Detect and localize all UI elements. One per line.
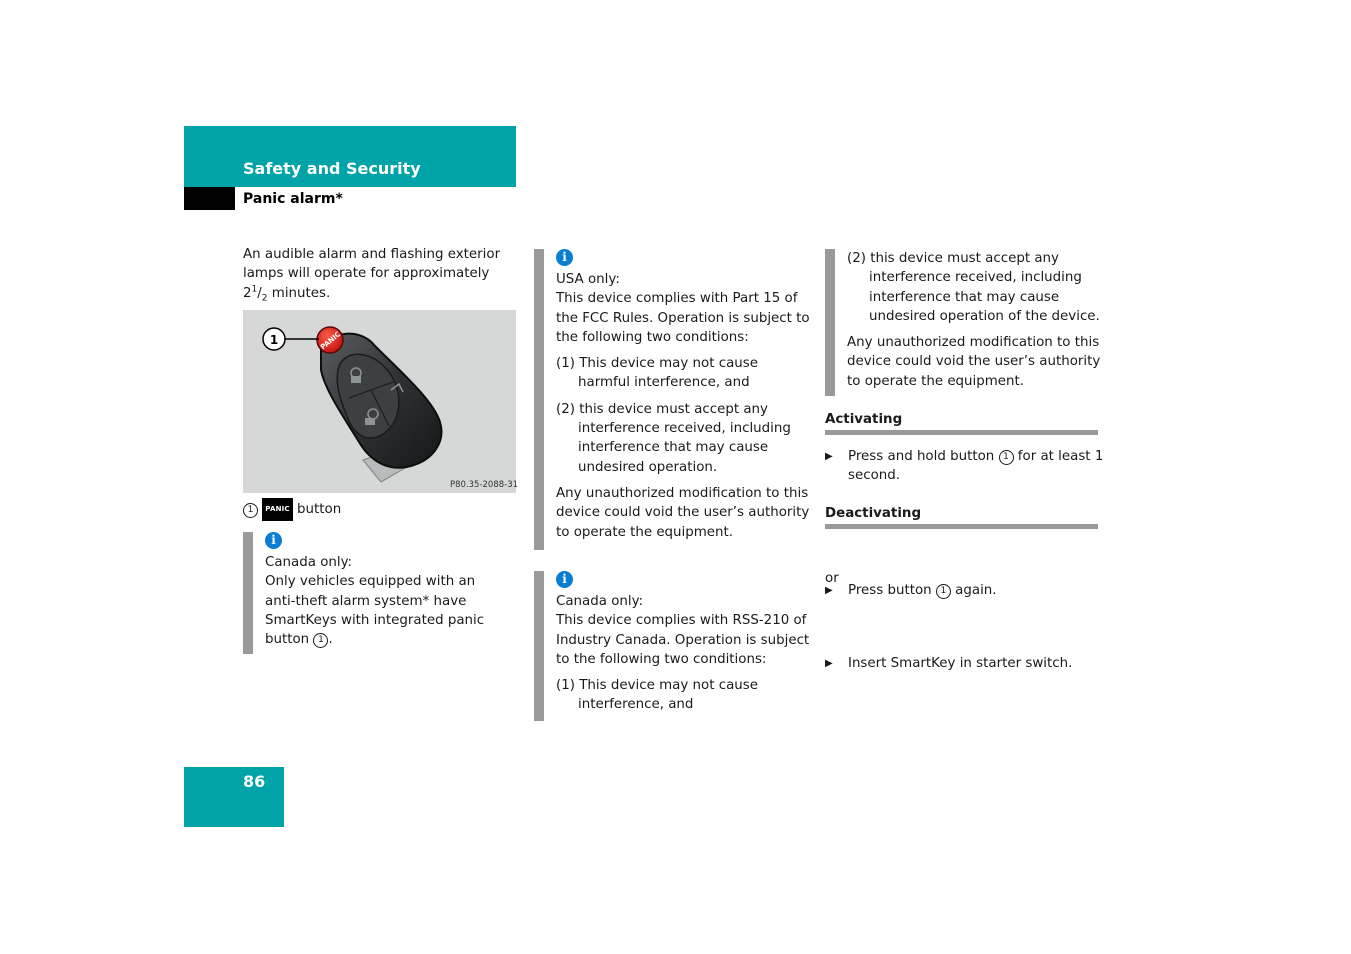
triangle-right-icon: ▶ (825, 657, 833, 669)
list-item: (1) This device may not cause interference, and (556, 678, 758, 713)
list-item: (2) this device must accept any interference received, including interference that may cause undesired operation of the device. (847, 251, 1100, 324)
panic-key-label: PANIC (319, 330, 343, 352)
info-icon: i (556, 571, 573, 588)
page-subtitle: Panic alarm* (243, 191, 343, 207)
triangle-right-icon: ▶ (825, 451, 833, 462)
note-canada-mid: i Canada only: This device complies with RSS-210 of Industry Canada. Operation is subject to the following two conditions: (1) This device may not cause interference, and (534, 571, 810, 721)
intro-text: An audible alarm and flashing exterior lamps will operate for approximately $2^1/_2$ minutes. (243, 247, 501, 304)
or-text: or (825, 571, 839, 586)
activating-step: ▶ Press and hold button 1 for at least 1 second. (825, 449, 1104, 484)
page-number-box (184, 767, 284, 827)
figure-caption: 1 PANIC button (243, 498, 341, 521)
info-icon: i (265, 532, 282, 549)
smartkey-figure (243, 310, 519, 493)
ref-number: 1 (936, 584, 951, 599)
ref-number: 1 (243, 503, 258, 518)
deactivating-step-1: ▶ Press button 1 again. (825, 581, 1123, 600)
deactivating-heading: Deactivating (825, 506, 1098, 529)
header-tab-marker (184, 187, 235, 210)
list-item: (1) This device may not cause harmful interference, and (556, 356, 758, 391)
ref-number: 1 (313, 633, 328, 648)
figure-code: P80.35-2088-31 (450, 480, 519, 490)
note-continuation: (2) this device must accept any interference received, including interference that may cause undesired operation of the device. Any unauthorized modification to this device could void the user’s authority to operate the equipment. (825, 249, 1101, 396)
figure-callout-number: 1 (269, 333, 279, 347)
section-title: Safety and Security (243, 159, 421, 178)
activating-heading: Activating (825, 412, 1098, 435)
smartkey-image (243, 310, 519, 493)
ref-number: 1 (999, 450, 1014, 465)
note-usa: i USA only: This device complies with Part 15 of the FCC Rules. Operation is subject to the following two conditions: (1) This device may not cause harmful interference, and (2) this device must accept any interference received, including interference that may cause undesired operation. Any unauthorized modification to this device could void the user’s authority to operate the equipment. (534, 249, 810, 550)
triangle-right-icon: ▶ (825, 584, 833, 596)
page-number: 86 (243, 772, 266, 791)
deactivating-step-2: ▶ Insert SmartKey in starter switch. (825, 654, 1123, 673)
list-item: (2) this device must accept any interference received, including interference that may cause undesired operation. (556, 401, 791, 475)
note-canada-left: i Canada only: Only vehicles equipped with an anti-theft alarm system* have SmartKeys with integrated panic button 1 . (243, 532, 516, 654)
info-icon: i (556, 249, 573, 266)
panic-badge: PANIC (262, 498, 293, 521)
